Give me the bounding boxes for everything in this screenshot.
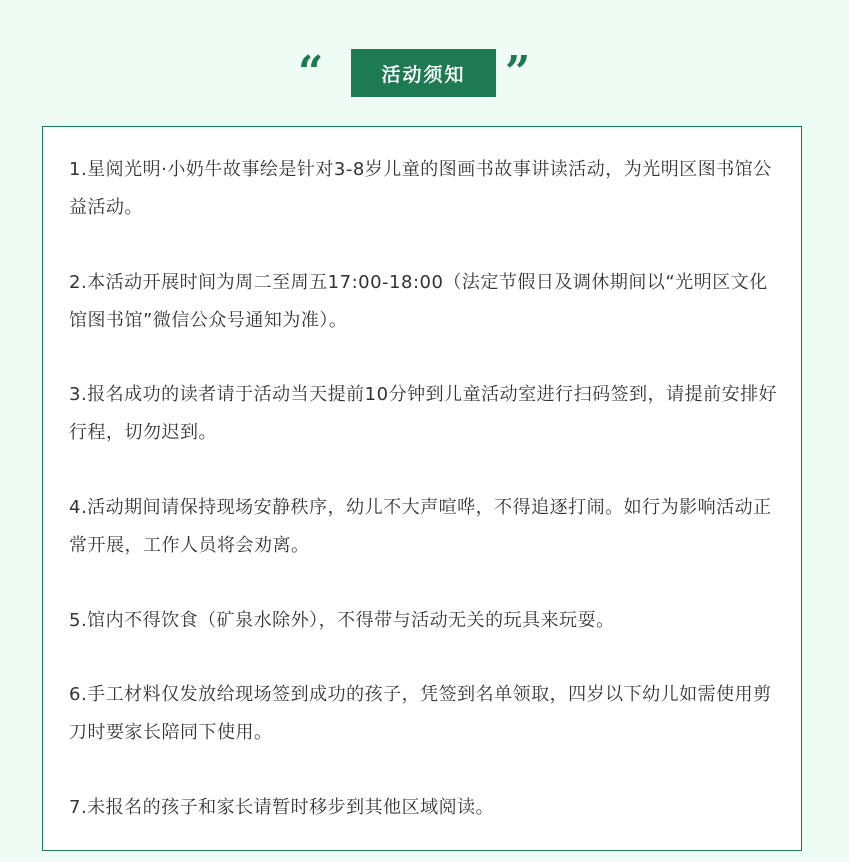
page-title: 活动须知 bbox=[351, 49, 496, 97]
notice-box bbox=[42, 126, 802, 851]
notice-item-4: 4.活动期间请保持现场安静秩序，幼儿不大声喧哗，不得追逐打闹。如行为影响活动正常开展，工作人员将会劝离。 bbox=[69, 497, 772, 556]
notice-header bbox=[0, 49, 849, 97]
close-quote-icon: ” bbox=[505, 47, 531, 98]
notice-item-2: 2.本活动开展时间为周二至周五17:00-18:00（法定节假日及调休期间以“光明区文化馆图书馆”微信公众号通知为准）。 bbox=[69, 272, 768, 331]
notice-item-5: 5.馆内不得饮食（矿泉水除外），不得带与活动无关的玩具来玩耍。 bbox=[69, 610, 615, 631]
notice-item-3: 3.报名成功的读者请于活动当天提前10分钟到儿童活动室进行扫码签到，请提前安排好行程，切勿迟到。 bbox=[69, 384, 778, 443]
notice-item-7: 7.未报名的孩子和家长请暂时移步到其他区域阅读。 bbox=[69, 797, 495, 818]
notice-item-1: 1.星阅光明·小奶牛故事绘是针对3-8岁儿童的图画书故事讲读活动，为光明区图书馆公益活动。 bbox=[69, 159, 772, 218]
notice-item-6: 6.手工材料仅发放给现场签到成功的孩子，凭签到名单领取，四岁以下幼儿如需使用剪刀时要家长陪同下使用。 bbox=[69, 684, 772, 743]
open-quote-icon: “ bbox=[298, 47, 324, 98]
